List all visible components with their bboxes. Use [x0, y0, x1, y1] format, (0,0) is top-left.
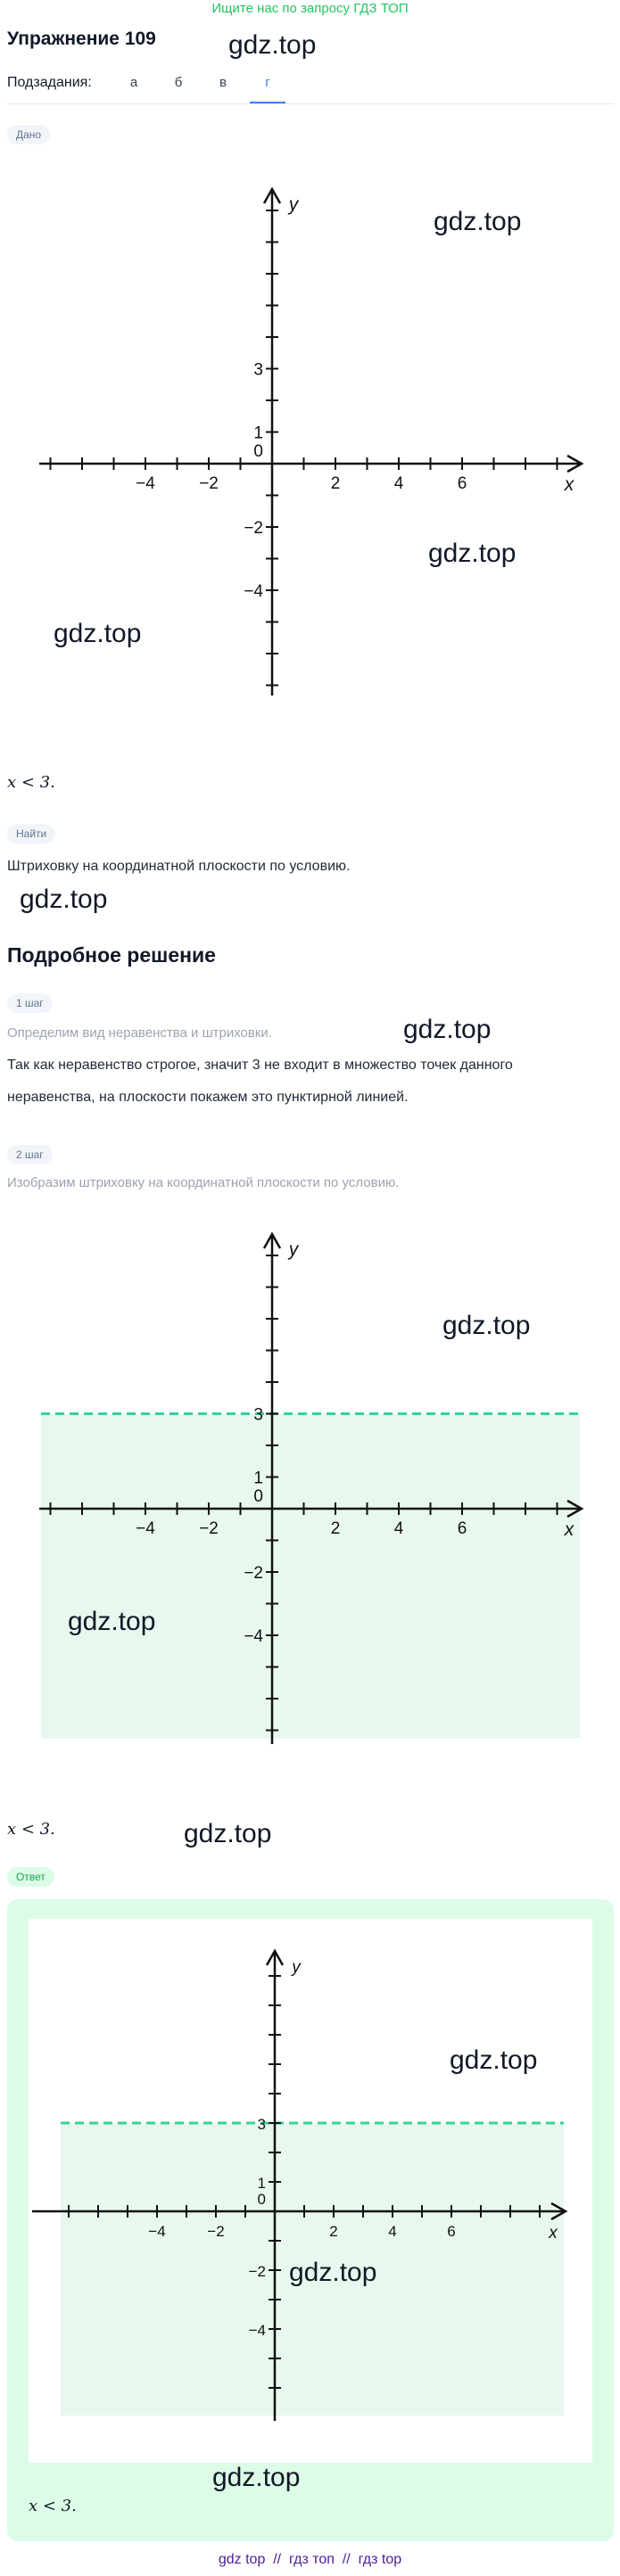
x-tick-label: 4 [393, 1519, 404, 1538]
plane-3 [32, 1951, 566, 2421]
answer-inequality: x < 3. [29, 2497, 77, 2515]
x-tick-label: 6 [457, 474, 467, 493]
x-tick-label: 2 [329, 2223, 338, 2240]
watermark: gdz.top [212, 2463, 301, 2492]
page-title: Упражнение 109 [7, 29, 156, 49]
x-tick-label: 4 [388, 2223, 397, 2240]
y-tick-label: 3 [257, 2116, 266, 2133]
y-tick-label: 3 [253, 360, 263, 380]
x-tick-label: −2 [199, 1519, 219, 1538]
shaded-region [41, 1414, 580, 1740]
x-tick-label: 2 [330, 1519, 341, 1538]
step1-text-line1: Так как неравенство строгое, значит 3 не входит в множество точек данного [7, 1058, 513, 1073]
y-tick-label: −2 [244, 519, 263, 538]
watermark: gdz.top [228, 30, 317, 60]
y-tick-label: −2 [244, 1564, 263, 1583]
x-axis-label: x [564, 1519, 575, 1540]
step1-chip: 1 шаг [7, 993, 53, 1013]
tab-v[interactable]: в [219, 75, 227, 90]
solution-heading: Подробное решение [7, 943, 216, 967]
y-tick-label: 1 [257, 2175, 266, 2192]
step2-chip: 2 шаг [7, 1145, 53, 1165]
footer-separator: // [342, 2552, 351, 2567]
footer-separator: // [273, 2552, 282, 2567]
subtasks-bar [7, 73, 614, 104]
x-tick-label: −4 [136, 1519, 155, 1538]
origin-label: 0 [257, 2191, 266, 2208]
origin-label: 0 [253, 1487, 263, 1506]
y-axis-label: y [288, 1239, 299, 1260]
coordinate-plane-answer [29, 1944, 592, 2434]
y-tick-label: 1 [253, 424, 263, 443]
origin-label: 0 [253, 442, 263, 461]
y-axis-label: y [292, 1958, 301, 1977]
x-axis-label: x [564, 474, 575, 495]
x-tick-label: −4 [136, 474, 155, 493]
watermark: gdz.top [68, 1607, 156, 1636]
y-axis-label: y [288, 194, 299, 215]
x-tick-label: −2 [199, 474, 219, 493]
x-tick-label: 4 [393, 474, 404, 493]
find-chip: Найти [7, 824, 55, 844]
step1-text-line2: неравенства, на плоскости покажем это пунктирной линией. [7, 1090, 409, 1105]
x-tick-label: 6 [447, 2223, 456, 2240]
watermark: gdz.top [434, 207, 522, 236]
footer-link-1[interactable]: gdz top [218, 2552, 266, 2567]
x-tick-label: −4 [148, 2223, 166, 2240]
step2-inequality: x < 3. [7, 1820, 55, 1839]
footer-link-3[interactable]: гдз top [358, 2552, 402, 2567]
footer-links [0, 2552, 620, 2568]
y-tick-label: −4 [248, 2322, 266, 2339]
find-text: Штриховку на координатной плоскости по условию. [7, 859, 351, 874]
watermark: gdz.top [54, 619, 142, 648]
step1-hint: Определим вид неравенства и штриховки. [7, 1025, 272, 1041]
tab-b[interactable]: б [174, 75, 183, 90]
tab-g[interactable]: г [250, 75, 285, 103]
coordinate-plane-solution [0, 1227, 620, 1762]
watermark: gdz.top [428, 539, 517, 568]
search-banner: Ищите нас по запросу ГДЗ ТОП [211, 1, 409, 16]
y-tick-label: −2 [248, 2263, 266, 2280]
x-axis-label: x [549, 2224, 558, 2243]
footer-link-2[interactable]: гдз топ [289, 2552, 335, 2567]
watermark: gdz.top [403, 1015, 492, 1044]
y-tick-label: 3 [253, 1405, 263, 1425]
y-tick-label: 1 [253, 1469, 263, 1488]
step2-hint: Изобразим штриховку на координатной плоскости по условию. [7, 1175, 400, 1190]
answer-chip: Ответ [7, 1867, 54, 1887]
subtasks-label: Подзадания: [7, 75, 92, 90]
watermark: gdz.top [289, 2258, 377, 2287]
watermark: gdz.top [442, 1311, 531, 1340]
watermark: gdz.top [450, 2045, 538, 2075]
given-inequality: x < 3. [7, 773, 55, 792]
x-tick-label: 2 [330, 474, 341, 493]
watermark: gdz.top [184, 1819, 272, 1848]
watermark: gdz.top [20, 885, 108, 914]
x-tick-label: 6 [457, 1519, 467, 1538]
y-tick-label: −4 [244, 1627, 263, 1646]
tab-a[interactable]: а [129, 75, 138, 90]
given-chip: Дано [7, 125, 50, 144]
y-tick-label: −4 [244, 582, 263, 601]
x-tick-label: −2 [207, 2223, 225, 2240]
